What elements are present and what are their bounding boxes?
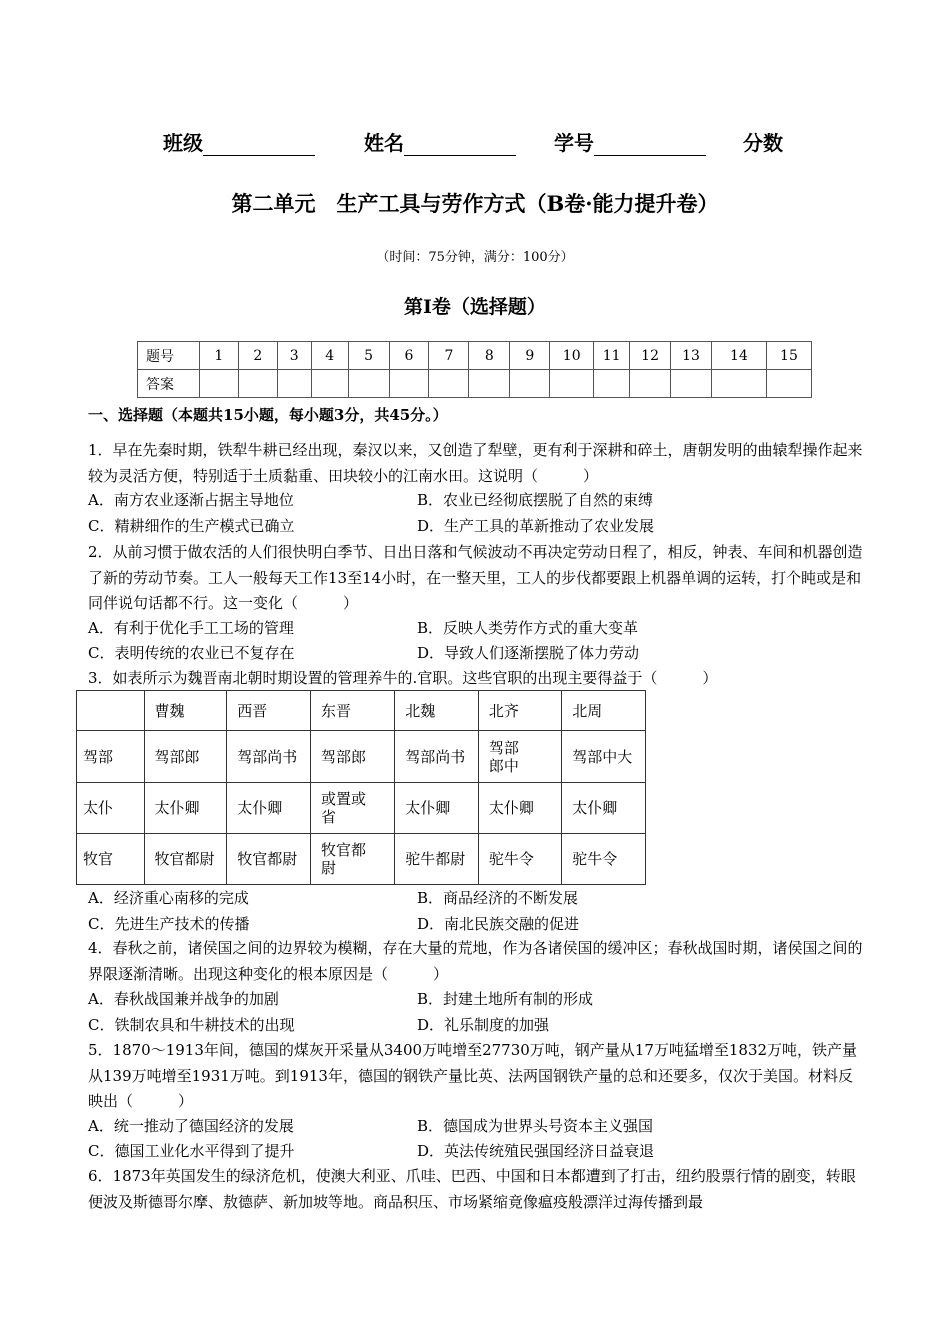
student-id-blank[interactable] bbox=[594, 135, 706, 156]
official-posts-table bbox=[76, 690, 646, 885]
question-number: 10 bbox=[550, 342, 594, 370]
table-cell: 驾部尚书 bbox=[227, 731, 311, 783]
answer-cell[interactable] bbox=[389, 370, 429, 398]
table-cell: 太仆卿 bbox=[562, 783, 646, 834]
question-4-option-a[interactable]: A．春秋战国兼并战争的加剧 bbox=[88, 990, 279, 1008]
name-field bbox=[364, 127, 516, 156]
table-cell: 或置或省 bbox=[310, 783, 394, 834]
answer-cell[interactable] bbox=[199, 370, 238, 398]
question-2-stem: 2．从前习惯于做农活的人们很快明白季节、日出日落和气候波动不再决定劳动日程了，相反，钟表、车间和机器创造了新的劳动节奏。工人一般每天工作13至14小时，在一整天里，工人的步伐都要跟上机器单调的运转，打个盹或是和同伴说句话都不行。这一变化（ ） bbox=[88, 543, 863, 612]
table-header-cell: 曹魏 bbox=[144, 691, 227, 731]
class-label: 班级 bbox=[163, 131, 203, 155]
answer-cell[interactable] bbox=[510, 370, 550, 398]
question-number: 3 bbox=[277, 342, 311, 370]
table-header-cell bbox=[77, 691, 145, 731]
table-header-cell: 东晋 bbox=[310, 691, 394, 731]
answer-label: 答案 bbox=[138, 370, 200, 398]
question-number: 7 bbox=[429, 342, 469, 370]
question-5-option-c[interactable]: C．德国工业化水平得到了提升 bbox=[88, 1142, 295, 1160]
question-number: 6 bbox=[389, 342, 429, 370]
table-row-header: 牧官 bbox=[77, 834, 145, 885]
name-blank[interactable] bbox=[404, 135, 516, 156]
class-field bbox=[163, 127, 315, 156]
table-cell: 驼牛令 bbox=[562, 834, 646, 885]
question-1-option-c[interactable]: C．精耕细作的生产模式已确立 bbox=[88, 517, 295, 535]
answer-cell[interactable] bbox=[238, 370, 277, 398]
question-number: 14 bbox=[712, 342, 767, 370]
table-cell: 太仆卿 bbox=[144, 783, 227, 834]
table-row bbox=[77, 834, 646, 885]
table-cell: 牧官都尉 bbox=[227, 834, 311, 885]
question-number-label: 题号 bbox=[138, 342, 200, 370]
question-1-option-d[interactable]: D．生产工具的革新推动了农业发展 bbox=[417, 517, 655, 535]
question-4-stem: 4．春秋之前，诸侯国之间的边界较为模糊，存在大量的荒地，作为各诸侯国的缓冲区；春秋战国时期，诸侯国之间的界限逐渐清晰。出现这种变化的根本原因是（ ） bbox=[88, 939, 863, 983]
answer-cell[interactable] bbox=[630, 370, 671, 398]
table-cell: 驾部尚书 bbox=[395, 731, 479, 783]
question-number: 15 bbox=[766, 342, 811, 370]
question-2-option-c[interactable]: C．表明传统的农业已不复存在 bbox=[88, 644, 295, 662]
class-blank[interactable] bbox=[203, 135, 315, 156]
section-title: 第Ⅰ卷（选择题） bbox=[404, 296, 546, 318]
question-1-option-a[interactable]: A．南方农业逐渐占据主导地位 bbox=[88, 491, 294, 509]
table-cell: 驾部中大 bbox=[562, 731, 646, 783]
question-number: 2 bbox=[238, 342, 277, 370]
table-header-row bbox=[77, 691, 646, 731]
table-cell: 太仆卿 bbox=[227, 783, 311, 834]
table-header-cell: 北魏 bbox=[395, 691, 479, 731]
question-number: 12 bbox=[630, 342, 671, 370]
page-title: 第二单元 生产工具与劳作方式（B卷·能力提升卷） bbox=[231, 191, 719, 216]
table-cell: 太仆卿 bbox=[478, 783, 561, 834]
question-5-option-d[interactable]: D．英法传统殖民强国经济日益衰退 bbox=[417, 1142, 655, 1160]
question-1-option-b[interactable]: B．农业已经彻底摆脱了自然的束缚 bbox=[417, 491, 654, 509]
table-cell: 驾部郎 bbox=[310, 731, 394, 783]
student-id-label: 学号 bbox=[554, 131, 594, 155]
question-number: 13 bbox=[671, 342, 712, 370]
answer-cell[interactable] bbox=[469, 370, 510, 398]
question-4-option-c[interactable]: C．铁制农具和牛耕技术的出现 bbox=[88, 1016, 295, 1034]
name-label: 姓名 bbox=[364, 131, 404, 155]
table-row bbox=[77, 783, 646, 834]
table-header-cell: 北齐 bbox=[478, 691, 561, 731]
answer-cell[interactable] bbox=[429, 370, 469, 398]
answer-cell[interactable] bbox=[277, 370, 311, 398]
question-3-option-b[interactable]: B．商品经济的不断发展 bbox=[417, 889, 579, 907]
table-row-header: 驾部 bbox=[77, 731, 145, 783]
student-info-header bbox=[0, 127, 950, 157]
answer-cell[interactable] bbox=[671, 370, 712, 398]
score-label: 分数 bbox=[743, 131, 783, 155]
answer-cell[interactable] bbox=[594, 370, 630, 398]
question-3-option-c[interactable]: C．先进生产技术的传播 bbox=[88, 915, 250, 933]
answer-cell[interactable] bbox=[766, 370, 811, 398]
question-5-option-a[interactable]: A．统一推动了德国经济的发展 bbox=[88, 1117, 294, 1135]
question-number: 11 bbox=[594, 342, 630, 370]
student-id-field bbox=[554, 127, 706, 156]
table-header-cell: 北周 bbox=[562, 691, 646, 731]
question-5-option-b[interactable]: B．德国成为世界头号资本主义强国 bbox=[417, 1117, 654, 1135]
question-2-option-a[interactable]: A．有利于优化手工工场的管理 bbox=[88, 619, 294, 637]
answer-cell[interactable] bbox=[348, 370, 389, 398]
table-cell: 驾部郎中 bbox=[478, 731, 561, 783]
answer-row bbox=[138, 370, 812, 398]
table-row-header: 太仆 bbox=[77, 783, 145, 834]
question-2-option-d[interactable]: D．导致人们逐渐摆脱了体力劳动 bbox=[417, 644, 640, 662]
table-cell: 驼牛都尉 bbox=[395, 834, 479, 885]
question-3-option-a[interactable]: A．经济重心南移的完成 bbox=[88, 889, 249, 907]
question-3-option-d[interactable]: D．南北民族交融的促进 bbox=[417, 915, 580, 933]
question-number: 8 bbox=[469, 342, 510, 370]
question-number: 4 bbox=[311, 342, 348, 370]
table-cell: 太仆卿 bbox=[395, 783, 479, 834]
question-4-option-b[interactable]: B．封建土地所有制的形成 bbox=[417, 990, 594, 1008]
question-3-stem: 3．如表所示为魏晋南北朝时期设置的管理养牛的.官职。这些官职的出现主要得益于（ ） bbox=[88, 669, 718, 687]
table-header-cell: 西晋 bbox=[227, 691, 311, 731]
question-4-option-d[interactable]: D．礼乐制度的加强 bbox=[417, 1016, 550, 1034]
question-number-row bbox=[138, 342, 812, 370]
table-cell: 驾部郎 bbox=[144, 731, 227, 783]
table-cell: 驼牛令 bbox=[478, 834, 561, 885]
answer-cell[interactable] bbox=[550, 370, 594, 398]
question-number: 5 bbox=[348, 342, 389, 370]
answer-grid bbox=[137, 341, 812, 398]
exam-time-info: （时间：75分钟，满分：100分） bbox=[376, 250, 574, 265]
answer-cell[interactable] bbox=[311, 370, 348, 398]
question-1-stem: 1．早在先秦时期，铁犁牛耕已经出现，秦汉以来，又创造了犁壁，更有利于深耕和碎土，唐朝发明的曲辕犁操作起来较为灵活方便，特别适于土质黏重、田块较小的江南水田。这说明（ ） bbox=[88, 441, 863, 485]
answer-cell[interactable] bbox=[712, 370, 767, 398]
table-cell: 牧官都尉 bbox=[144, 834, 227, 885]
table-cell: 牧官都尉 bbox=[310, 834, 394, 885]
question-6-stem: 6．1873年英国发生的绿济危机，使澳大利亚、爪哇、巴西、中国和日本都遭到了打击，纽约股票行情的剧变，转眼便波及斯德哥尔摩、敖德萨、新加坡等地。商品积压、市场紧缩竟像瘟疫般漂洋过海传播到最 bbox=[88, 1167, 856, 1211]
question-number: 9 bbox=[510, 342, 550, 370]
question-5-stem: 5．1870～1913年间，德国的煤灰开采量从3400万吨增至27730万吨，钢产量从17万吨猛增至1832万吨，铁产量从139万吨增至1931万吨。到1913年，德国的钢铁产量比英、法两国钢铁产量的总和还要多，仅次于美国。材料反映出（ ） bbox=[88, 1041, 858, 1110]
table-row bbox=[77, 731, 646, 783]
question-number: 1 bbox=[199, 342, 238, 370]
question-2-option-b[interactable]: B．反映人类劳作方式的重大变革 bbox=[417, 619, 639, 637]
section-heading: 一、选择题（本题共15小题，每小题3分，共45分。） bbox=[88, 406, 448, 424]
